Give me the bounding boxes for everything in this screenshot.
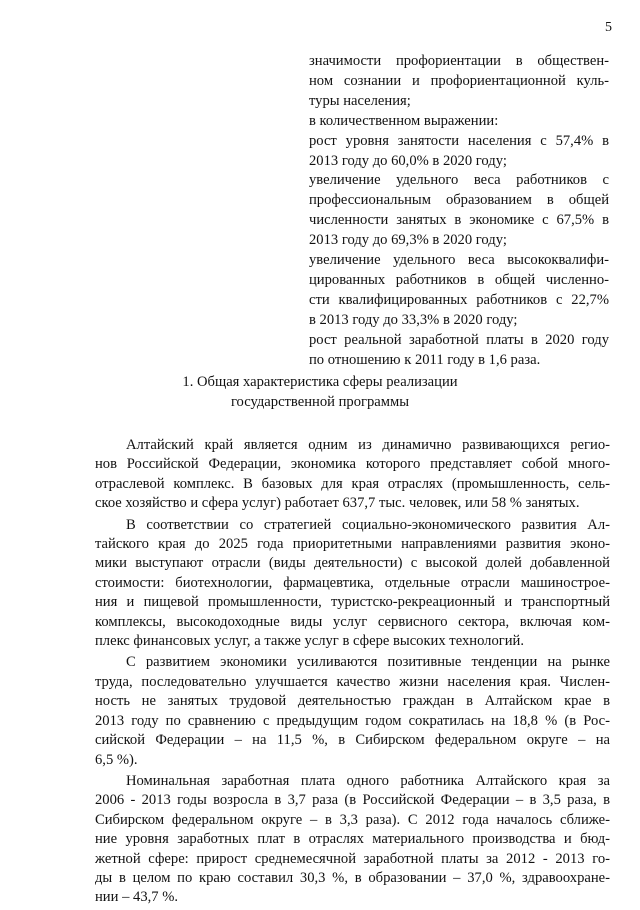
goals-line: 2013 году до 60,0% в 2020 году;: [309, 152, 507, 169]
paragraph-line: ния и пищевой промышленности, туристско-рекреационный и транспортный: [95, 594, 610, 611]
goals-line: в 2013 году до 33,3% в 2020 году;: [309, 311, 518, 328]
paragraph-line: ность не занятых трудовой деятельностью граждан в Алтайском крае в: [95, 693, 610, 710]
paragraph-line: нии – 43,7 %.: [95, 889, 179, 906]
paragraph-line: 6,5 %).: [95, 751, 138, 768]
paragraph-line: ды в целом по краю составил 30,3 %, в образовании – 37,0 %, здравоохране-: [95, 869, 610, 886]
paragraph-line: Сибирском федеральном округе – в 3,3 раза). С 2012 года началось сближе-: [95, 811, 610, 828]
paragraph-line: тайского края до 2025 года приоритетными направлениями развития эконо-: [95, 536, 610, 553]
section-heading: [0, 373, 640, 412]
section-heading-line-1: 1. Общая характеристика сферы реализации: [182, 374, 458, 390]
goals-line: увеличение удельного веса работников с: [309, 172, 609, 189]
goals-line: туры населения;: [309, 92, 411, 109]
paragraph-line: Номинальная заработная плата одного работника Алтайского края за: [126, 772, 610, 789]
paragraph: [95, 653, 610, 769]
goals-line: цированных работников в общей численно-: [309, 271, 609, 288]
paragraph: [95, 436, 610, 514]
goals-line: ном сознании и профориентационной куль-: [309, 72, 609, 89]
body-text: [95, 436, 610, 910]
paragraph-line: 2013 году по сравнению с предыдущим годом сократилась на 18,8 % (в Рос-: [95, 712, 610, 729]
paragraph-line: плекс финансовых услуг, а также услуг в сфере высоких технологий.: [95, 633, 525, 650]
paragraph-line: мики выступают отрасли (виды деятельности) с высокой долей добавленной: [95, 555, 610, 572]
goals-line: рост уровня занятости населения с 57,4% в: [309, 132, 609, 149]
goals-line: профессиональным образованием в общей: [309, 192, 609, 209]
paragraph-line: жетной сфере: прирост среднемесячной заработной платы за 2012 - 2013 го-: [95, 850, 610, 867]
paragraph-line: комплексы, высокодоходные виды услуг сервисного сектора, включая ком-: [95, 613, 610, 630]
paragraph-line: сийской Федерации – на 11,5 %, в Сибирском федеральном округе – на: [95, 732, 610, 749]
page-number: 5: [605, 20, 612, 35]
goals-line: сти квалифицированных работников с 22,7%: [309, 291, 609, 308]
section-heading-line-2: государственной программы: [230, 393, 410, 410]
paragraph-line: нов Российской Федерации, экономика которого представляет собой много-: [95, 456, 610, 473]
goals-line: в количественном выражении:: [309, 112, 499, 129]
paragraph-line: С развитием экономики усиливаются позитивные тенденции на рынке: [126, 654, 610, 671]
paragraph-line: В соответствии со стратегией социально-экономического развития Ал-: [126, 516, 610, 533]
goals-line: увеличение удельного веса высококвалифи-: [309, 252, 609, 269]
goals-line: рост реальной заработной платы в 2020 году: [309, 331, 609, 348]
paragraph: [95, 516, 610, 652]
goals-line: 2013 году до 69,3% в 2020 году;: [309, 232, 507, 249]
paragraph-line: труда, последовательно улучшается качество жизни населения края. Числен-: [95, 673, 610, 690]
paragraph-line: стоимости: биотехнологии, фармацевтика, отдельные отрасли машинострое-: [95, 574, 610, 591]
paragraph-line: Алтайский край является одним из динамично развивающихся регио-: [126, 437, 610, 453]
paragraph: [95, 772, 610, 908]
paragraph-line: 2006 - 2013 годы возросла в 3,7 раза (в Российской Федерации – в 3,5 раза, в: [95, 792, 610, 809]
goals-continuation-block: [309, 52, 609, 371]
goals-line: численности занятых в экономике с 67,5% в: [309, 212, 609, 229]
goals-line: по отношению к 2011 году в 1,6 раза.: [309, 351, 541, 368]
goals-line: значимости профориентации в обществен-: [309, 53, 609, 69]
paragraph-line: ское хозяйство и сфера услуг) работает 637,7 тыс. человек, или 58 % занятых.: [95, 495, 580, 512]
paragraph-line: ние уровня заработных плат в отраслях материального производства и бюд-: [95, 831, 610, 848]
paragraph-line: отраслевой комплекс. В базовых для края отраслях (промышленность, сель-: [95, 475, 610, 492]
